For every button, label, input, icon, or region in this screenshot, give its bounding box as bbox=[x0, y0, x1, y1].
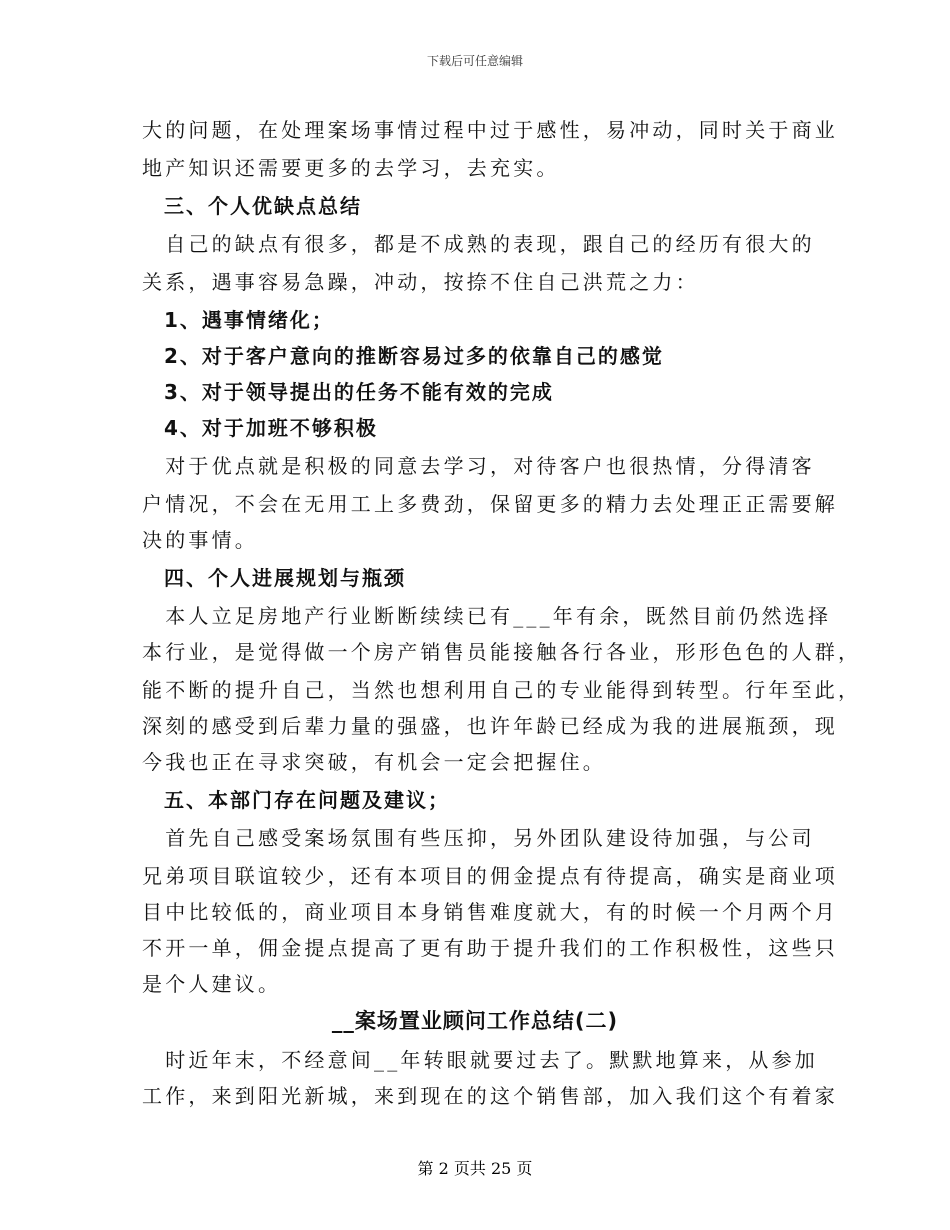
paragraph-line: 是个人建议。 bbox=[142, 972, 282, 996]
paragraph-line: 对于优点就是积极的同意去学习，对待客户也很热情，分得清客 bbox=[142, 454, 815, 478]
list-item: 2、对于客户意向的推断容易过多的依靠自己的感觉 bbox=[142, 344, 664, 368]
paragraph-line: 户情况，不会在无用工上多费劲，保留更多的精力去处理正正需要解 bbox=[142, 492, 838, 516]
list-item: 4、对于加班不够积极 bbox=[142, 416, 378, 440]
paragraph-line: 时近年末，不经意间__年转眼就要过去了。默默地算来，从参加 bbox=[142, 1048, 818, 1072]
paragraph-line: 今我也正在寻求突破，有机会一定会把握住。 bbox=[142, 750, 606, 774]
paragraph-line: 工作，来到阳光新城，来到现在的这个销售部，加入我们这个有着家 bbox=[142, 1084, 838, 1108]
paragraph-line: 首先自己感受案场氛围有些压抑，另外团队建设待加强，与公司 bbox=[142, 826, 815, 850]
paragraph-line: 兄弟项目联谊较少，还有本项目的佣金提点有待提高，确实是商业项 bbox=[142, 864, 838, 888]
paragraph-line: 决的事情。 bbox=[142, 528, 258, 552]
paragraph-line: 本行业，是觉得做一个房产销售员能接触各行各业，形形色色的人群， bbox=[142, 640, 862, 664]
section-heading: 三、个人优缺点总结 bbox=[142, 194, 362, 218]
paragraph-line: 地产知识还需要更多的去学习，去充实。 bbox=[142, 156, 560, 180]
paragraph-line: 深刻的感受到后辈力量的强盛，也许年龄已经成为我的进展瓶颈，现 bbox=[142, 714, 838, 738]
paragraph-line: 目中比较低的，商业项目本身销售难度就大，有的时候一个月两个月 bbox=[142, 900, 838, 924]
paragraph-line: 关系，遇事容易急躁，冲动，按捺不住自己洪荒之力： bbox=[142, 270, 699, 294]
paragraph-line: 大的问题，在处理案场事情过程中过于感性，易冲动，同时关于商业 bbox=[142, 118, 838, 142]
section-title: __案场置业顾问工作总结(二) bbox=[331, 1009, 619, 1033]
list-item: 3、对于领导提出的任务不能有效的完成 bbox=[142, 380, 554, 404]
section-heading: 五、本部门存在问题及建议； bbox=[142, 788, 450, 812]
page-header: 下载后可任意编辑 bbox=[426, 54, 523, 68]
section-heading: 四、个人进展规划与瓶颈 bbox=[142, 566, 406, 590]
paragraph-line: 本人立足房地产行业断断续续已有___年有余，既然目前仍然选择 bbox=[142, 604, 832, 628]
list-item: 1、遇事情绪化； bbox=[142, 308, 334, 332]
paragraph-line: 自己的缺点有很多，都是不成熟的表现，跟自己的经历有很大的 bbox=[142, 232, 815, 256]
paragraph-line: 能不断的提升自己，当然也想利用自己的专业能得到转型。行年至此， bbox=[142, 678, 862, 702]
page-footer: 第 2 页共 25 页 bbox=[417, 1159, 533, 1178]
paragraph-line: 不开一单，佣金提点提高了更有助于提升我们的工作积极性，这些只 bbox=[142, 936, 838, 960]
